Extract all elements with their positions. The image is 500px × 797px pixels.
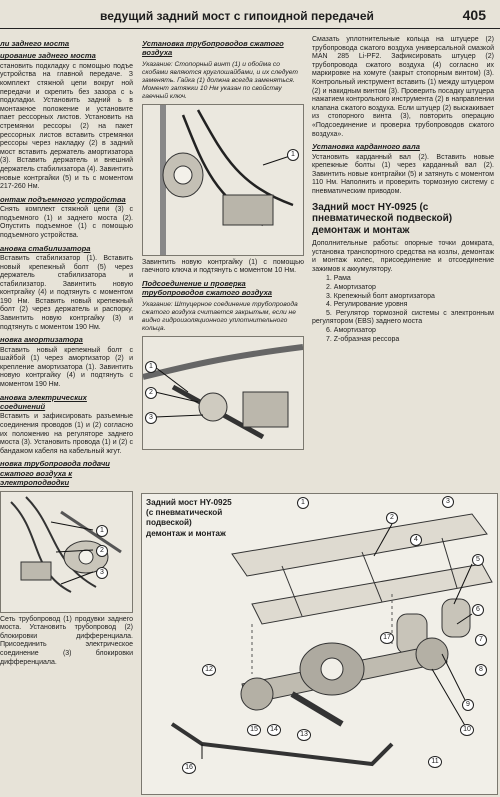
callout-label: 10 [460, 724, 474, 736]
section-heading: новка амортизатора [0, 335, 83, 345]
left-column [0, 36, 133, 793]
callout-label: 17 [380, 632, 394, 644]
callout-label: 1 [96, 525, 108, 537]
callout-label: 3 [96, 567, 108, 579]
callout-label: 3 [442, 496, 454, 508]
callout-label: 2 [386, 512, 398, 524]
section-heading: Установка карданного вала [312, 142, 420, 152]
figure-connector [142, 336, 304, 450]
callout-label: 1 [287, 149, 299, 161]
section-heading: ирование заднего моста [0, 51, 96, 61]
paragraph: Вставить новый крепежный болт с шайбой (1) через амортизатор (2) и крепление амортизатора (1). Завинтить новую контргайку (4) и подтянуть с моментом 190 Нм. [0, 346, 133, 389]
callout-label: 11 [428, 756, 442, 768]
paragraph: Установить карданный вал (2). Вставить новые крепежные болты (1) через карданный вал (2). Завинтить новые контргайки (5) и затянуть с моментом 110 Нм. Наполнить и проверить тормозную систему с пневматическим приводом. [312, 153, 494, 195]
callout-label: 8 [475, 664, 487, 676]
callout-label: 14 [267, 724, 281, 736]
figure-pipes-left [0, 491, 133, 613]
axle-exploded-figure [141, 493, 498, 795]
callout-label: 1 [145, 361, 157, 373]
list-item: 3. Крепежный болт амортизатора [326, 292, 435, 300]
note: Указание: Стопорный винт (1) и обойма со скобами являются круглошайбами, и их следует заменять. Гайка (1) должна всегда заменяться. Момент затяжки 10 Нм указан по свойству гаечный ключ. [142, 60, 298, 100]
section-heading: Подсоединение и проверка трубопроводов сжатого воздуха [142, 279, 272, 298]
section-heading: ли заднего моста [0, 39, 70, 48]
section-heading: ановка стабилизатора [0, 243, 91, 253]
right-column [312, 36, 494, 496]
callout-label: 6 [472, 604, 484, 616]
axle-drawing [142, 494, 497, 794]
section-heading: ановка электрических соединений [0, 392, 87, 412]
callout-label: 7 [475, 634, 487, 646]
list-item: 7. Z-образная рессора [326, 335, 400, 343]
section-heading: Установка трубопроводов сжатого воздуха [142, 39, 284, 58]
paragraph: Смазать уплотнительные кольца на штуцере (2) трубопровода сжатого воздуха универсальной смазкой MAN 285 Li-PF2. Зафиксировать штуцер (2) трубопровода сжатого воздуха (4) согласно их маркировке на хомуте (закрыт стопорным винтом) (3). Контрольный инструмент вставить (1) между штуцером (2) и накидным винтом (3). Проверить посадку штуцера нажатием контрольного инструмента (2) в направлении клапана сжатого воздуха. Если штуцер (2) выскакивает из стопорного винта (3), повторить операцию «Подсоединение и проверка трубопроводов сжатого воздуха». [312, 36, 494, 138]
section-heading: новка трубопровода подачи сжатого воздуха к электроподводки [0, 459, 110, 488]
callout-label: 9 [462, 699, 474, 711]
list-item: 6. Амортизатор [326, 326, 376, 334]
callout-label: 16 [182, 762, 196, 774]
list-item: 4. Регулирование уровня [326, 301, 408, 309]
paragraph: становить подкладку с помощью подъе устройства на главной передаче. З комплект стяжной цепи вокруг ной передачи и скрепить без зазора с ь подкладки. Установить задний ь в монтажное положение и установите пает рессорных листов. Установить на стремянки рессоры (2) на пакет рессорных листов вставить стремянки рессоры через накладку (2) в задний мост вставить держатель амортизатора (3). Вставить держатель и внешний держатель стабилизатора (4). Завинтить новые контргайки (5) и ть с моментом 217-260 Нм. [0, 62, 133, 191]
paragraph: Дополнительные работы: опорные точки домкрата, установка транспортного средства на козлы, демонтаж и монтаж колес, присоединение и отсоединение зажимов к аккумулятору. [312, 240, 494, 273]
callout-label: 1 [297, 497, 309, 509]
component-list [312, 275, 494, 344]
page-header [0, 6, 500, 29]
chapter-heading: Задний мост HY-0925 (с пневматической подвеской) демонтаж и монтаж [312, 201, 453, 236]
list-item: 1. Рама [326, 275, 351, 283]
figure-pipes-middle [142, 104, 304, 256]
paragraph: Сеть трубопровод (1) продувки заднего моста. Установить трубопровод (2) блокировки дифференциала. Присоединить электрическое соединение (3) блокировки дифференциала. [0, 615, 133, 666]
section-heading: онтаж подъемного устройства [0, 194, 126, 204]
list-item: 5. Регулятор тормозной системы с электронным регулятором (EBS) заднего моста [312, 309, 494, 326]
middle-column [142, 36, 304, 506]
callout-label: 13 [297, 729, 311, 741]
callout-label: 2 [96, 545, 108, 557]
callout-label: 4 [410, 534, 422, 546]
paragraph: Снять комплект стяжной цепи (3) с подъемного (1) и заднего моста (2). Опустить подъемное (1) с помощью подъемного устройства. [0, 206, 133, 239]
callout-label: 15 [247, 724, 261, 736]
callout-label: 5 [472, 554, 484, 566]
callout-label: 3 [145, 412, 157, 424]
paragraph: Вставить и зафиксировать разъемные соединения проводов (1) и (2) согласно их положению на регуляторе заднего моста (3). Установить провода (1) и (2) с бандажом кабеля на кабельный жгут. [0, 413, 133, 455]
note: Указание: Штуцерное соединение трубопровода сжатого воздуха считается закрытым, если не видно гидроизоляционного уплотнительного кольца. [142, 300, 298, 332]
figure-caption: Задний мост HY-0925 (с пневматической подвеской) демонтаж и монтаж [146, 498, 232, 538]
page-number: 405 [462, 7, 486, 23]
paragraph: Вставить стабилизатор (1). Вставить новый крепежный болт (5) через держатель стабилизатора и стабилизатор. Завинтить новую контргайку (4) и подтянуть с моментом 190 Нм. Вставить новый крепежный болт (2) через держатель и распорку. Завинтить новую контргайку (3) и подтянуть с моментом 190 Нм. [0, 254, 133, 331]
callout-label: 12 [202, 664, 216, 676]
page-title: ведущий задний мост с гипоидной передачей [100, 9, 374, 23]
list-item: 2. Амортизатор [326, 283, 376, 291]
paragraph: Завинтить новую контргайку (1) с помощью гаечного ключа и подтянуть с моментом 10 Нм. [142, 258, 304, 275]
callout-label: 2 [145, 387, 157, 399]
